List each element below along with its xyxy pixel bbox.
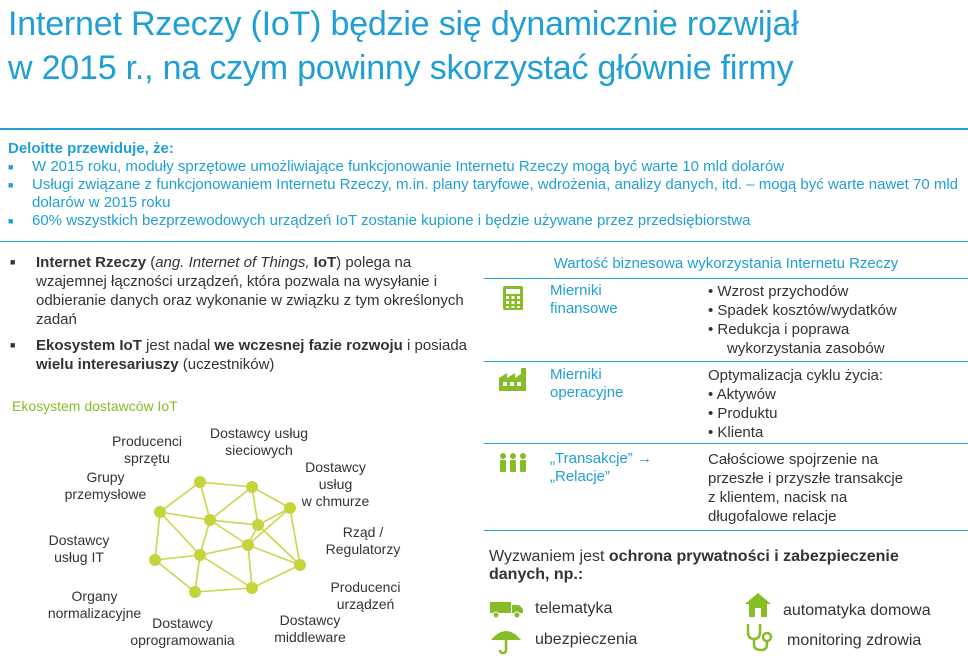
example-monitoring-zdrowia: monitoring zdrowia [787,632,922,649]
bullet-square-icon: ■ [10,340,16,350]
stethoscope-icon [744,622,774,654]
definition-item: ■ Ekosystem IoT jest nadal we wczesnej fazie rozwoju i posiada wielu interesariuszy (uczestników) [10,337,468,373]
label-rzad: Rząd / Regulatorzy [325,524,401,557]
network-node [189,586,201,598]
example-automatyka-domowa: automatyka domowa [783,602,931,619]
row-text-operacyjne: Optymalizacja cyklu życia: • Aktywów • Produktu • Klienta [708,367,884,441]
row-label-transakcje: „Transakcje” → „Relacje” [550,450,652,485]
example-telematyka: telematyka [535,600,613,617]
network-node [149,554,161,566]
example-ubezpieczenia: ubezpieczenia [535,631,638,648]
label-producenci-sprzetu: Producenci sprzętu [111,433,183,466]
network-node [154,506,166,518]
definition-item: ■ Internet Rzeczy (ang. Internet of Things, IoT) polega na wzajemnej łączności urządzeń, która pozwala na wysyłanie i odbieranie danych oraz wykonanie w związku z tym określonych zadań [10,254,464,328]
network-node [204,514,216,526]
network-node [246,481,258,493]
term-iot: Internet Rzeczy [36,254,147,271]
row-divider [484,530,968,531]
truck-icon [489,599,525,619]
network-node [242,539,254,551]
people-icon [498,452,528,474]
bullet-square-icon: ■ [8,180,14,190]
network-node [194,549,206,561]
prediction-text: 60% wszystkich bezprzewodowych urządzeń IoT zostanie kupione i będzie używane przez przedsiębiorstwa [32,212,751,229]
label-producenci-urzadzen: Producenci urządzeń [330,579,401,612]
label-grupy-przemyslowe: Grupy przemysłowe [64,469,147,502]
network-node [246,582,258,594]
row-label-finansowe: Mierniki finansowe [550,282,618,317]
title-line-2: w 2015 r., na czym powinny skorzystać głównie firmy [8,49,794,87]
label-uslugi-sieciowe: Dostawcy usług sieciowych [209,425,309,458]
value-panel-title: Wartość biznesowa wykorzystania Internetu Rzeczy [553,255,899,272]
challenge-text: Wyzwaniem jest ochrona prywatności i zabezpieczenie danych, np.: [489,548,899,583]
label-organy: Organy normalizacyjne [47,588,142,621]
row-label-operacyjne: Mierniki operacyjne [550,366,624,401]
bullet-square-icon: ■ [8,216,14,226]
label-uslugi-it: Dostawcy usług IT [48,532,110,565]
predictions-heading: Deloitte przewiduje, że: [8,140,174,157]
network-node [294,559,306,571]
row-text-finansowe: • Wzrost przychodów • Spadek kosztów/wydatków • Redukcja i poprawa wykorzystania zasobów [708,283,897,357]
label-middleware: Dostawcy middleware [274,612,346,645]
prediction-text: Usługi związane z funkcjonowaniem Internetu Rzeczy, m.in. plany taryfowe, wdrożenia, analizy danych, itd. – mogą być warte nawet 70 mld dolarów w 2015 roku [32,176,959,211]
row-divider [484,443,968,444]
title-line-1: Internet Rzeczy (IoT) będzie się dynamicznie rozwijał [8,5,799,43]
bullet-square-icon: ■ [8,162,14,172]
network-node [194,476,206,488]
row-text-transakcje: Całościowe spojrzenie na przeszłe i przyszłe transakcje z klientem, nacisk na długofalowe relacje [708,451,904,525]
network-node [252,519,264,531]
house-icon [744,592,772,618]
row-divider [484,278,968,279]
calculator-icon [502,285,524,311]
label-oprogramowanie: Dostawcy oprogramowania [130,615,235,648]
label-chmura: Dostawcy usług w chmurze [301,459,370,509]
prediction-text: W 2015 roku, moduły sprzętowe umożliwiające funkcjonowanie Internetu Rzeczy mogą być warte 10 mld dolarów [32,158,785,175]
ecosystem-title: Ekosystem dostawców IoT [12,398,178,414]
factory-icon [498,366,530,392]
bullet-square-icon: ■ [10,257,16,267]
row-divider [484,361,968,362]
umbrella-icon [489,627,523,655]
